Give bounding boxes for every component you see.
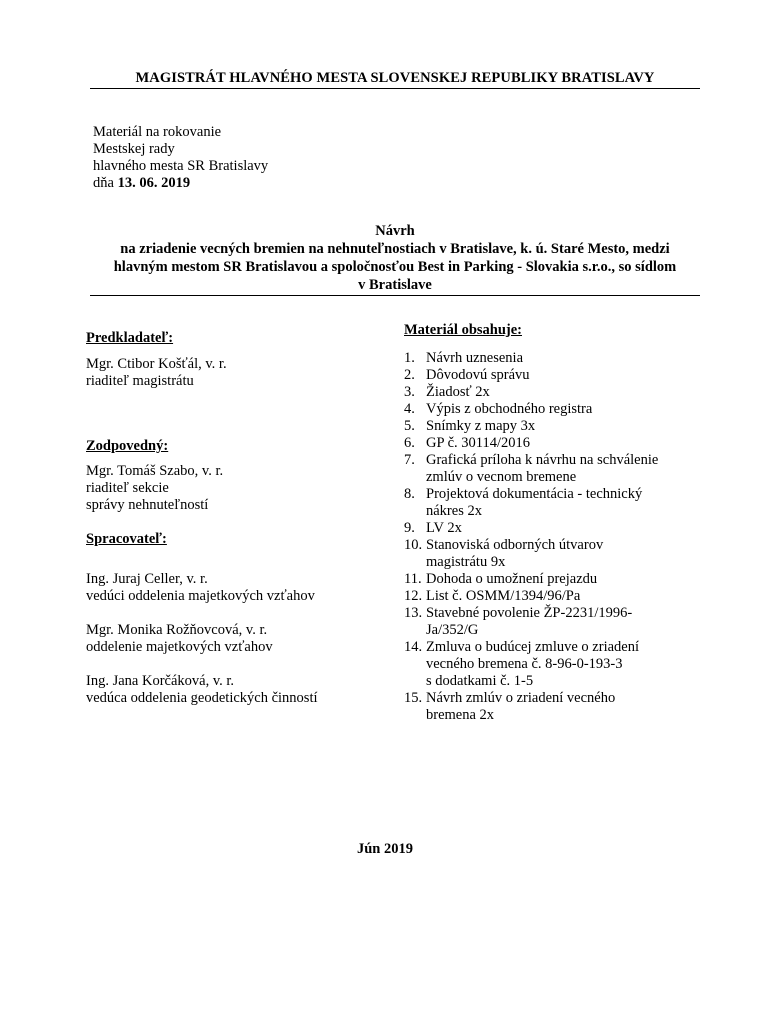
- contents-item-line: Dôvodovú správu: [426, 367, 530, 383]
- spracovatel-name: Ing. Jana Korčáková, v. r.: [86, 673, 235, 689]
- predkladatel-section: [86, 330, 386, 390]
- contents-item: [404, 401, 704, 418]
- contents-item-number: 1.: [404, 350, 415, 366]
- contents-item: [404, 435, 704, 452]
- contents-item-line: Stanoviská odborných útvarov: [426, 537, 604, 553]
- contents-item-number: 13.: [404, 605, 423, 621]
- contents-item-text: [426, 350, 523, 367]
- contents-item-line: Dohoda o umožnení prejazdu: [426, 571, 598, 587]
- contents-item-text: [426, 401, 592, 418]
- meeting-date: 13. 06. 2019: [117, 175, 191, 191]
- contents-item-number: 11.: [404, 571, 422, 587]
- contents-item-line: Snímky z mapy 3x: [426, 418, 536, 434]
- contents-item: [404, 605, 704, 639]
- zodpovedny-heading: Zodpovedný:: [86, 438, 169, 454]
- contents-item-text: [426, 571, 597, 588]
- contents-item-line: GP č. 30114/2016: [426, 435, 531, 451]
- predkladatel-role: riaditeľ magistrátu: [86, 373, 194, 389]
- spracovatel-heading: Spracovateľ:: [86, 531, 167, 547]
- contents-item-number: 10.: [404, 537, 423, 553]
- proposal-line: na zriadenie vecných bremien na nehnuteľnostiach v Bratislave, k. ú. Staré Mesto, medzi: [120, 241, 670, 257]
- contents-item: [404, 384, 704, 401]
- contents-heading: Materiál obsahuje:: [404, 322, 522, 338]
- meeting-line: Materiál na rokovanie: [93, 124, 222, 140]
- spracovatel-section: [86, 531, 386, 707]
- contents-item-number: 8.: [404, 486, 415, 502]
- proposal-heading: Návrh: [375, 223, 415, 239]
- contents-item-text: [426, 486, 642, 520]
- spracovatel-role: vedúci oddelenia majetkových vzťahov: [86, 588, 315, 604]
- meeting-line: Mestskej rady: [93, 141, 175, 157]
- contents-item-line: Návrh zmlúv o zriadení vecného: [426, 690, 616, 706]
- contents-item-line: Zmluva o budúcej zmluve o zriadení: [426, 639, 639, 655]
- zodpovedny-section: [86, 438, 386, 514]
- spracovatel-role: vedúca oddelenia geodetických činností: [86, 690, 318, 706]
- contents-item-text: [426, 452, 658, 486]
- footer-date: Jún 2019: [356, 841, 413, 857]
- meeting-date-line: [93, 175, 268, 192]
- contents-item-number: 15.: [404, 690, 423, 706]
- zodpovedny-role: správy nehnuteľností: [86, 497, 209, 513]
- contents-item-line: LV 2x: [426, 520, 462, 536]
- contents-item-text: [426, 588, 580, 605]
- contents-item-line: Žiadosť 2x: [426, 384, 490, 400]
- contents-item-number: 9.: [404, 520, 415, 536]
- contents-item-text: [426, 418, 535, 435]
- zodpovedny-name: Mgr. Tomáš Szabo, v. r.: [86, 463, 224, 479]
- contents-item-text: [426, 384, 490, 401]
- contents-item: [404, 639, 704, 690]
- contents-item-line: nákres 2x: [426, 503, 482, 519]
- contents-item-line: Projektová dokumentácia - technický: [426, 486, 643, 502]
- contents-item-number: 14.: [404, 639, 423, 655]
- contents-item-number: 3.: [404, 384, 415, 400]
- contents-item: [404, 486, 704, 520]
- contents-item: [404, 350, 704, 367]
- contents-item-line: Návrh uznesenia: [426, 350, 524, 366]
- contents-item-text: [426, 639, 639, 690]
- spracovatel-role: oddelenie majetkových vzťahov: [86, 639, 273, 655]
- proposal-rule: [90, 295, 700, 296]
- contents-item-text: [426, 520, 462, 537]
- contents-item: [404, 367, 704, 384]
- contents-item: [404, 690, 704, 724]
- spracovatel-name: Mgr. Monika Rožňovcová, v. r.: [86, 622, 268, 638]
- proposal-line: hlavným mestom SR Bratislavou a spoločnosťou Best in Parking - Slovakia s.r.o., so sídlom: [113, 259, 677, 275]
- proposal-line: v Bratislave: [358, 277, 432, 293]
- contents-item-line: Stavebné povolenie ŽP-2231/1996-: [426, 605, 633, 621]
- contents-item-number: 12.: [404, 588, 423, 604]
- contents-item-line: bremena 2x: [426, 707, 495, 723]
- contents-item-line: magistrátu 9x: [426, 554, 506, 570]
- zodpovedny-role: riaditeľ sekcie: [86, 480, 169, 496]
- contents-item: [404, 588, 704, 605]
- meeting-line: hlavného mesta SR Bratislavy: [93, 158, 269, 174]
- contents-item-number: 2.: [404, 367, 415, 383]
- spracovatel-name: Ing. Juraj Celler, v. r.: [86, 571, 208, 587]
- proposal-title: [80, 222, 710, 294]
- contents-item-line: Grafická príloha k návrhu na schválenie: [426, 452, 659, 468]
- contents-item-text: [426, 367, 530, 384]
- contents-item: [404, 537, 704, 571]
- contents-item: [404, 452, 704, 486]
- contents-item-number: 7.: [404, 452, 415, 468]
- contents-item-text: [426, 690, 615, 724]
- contents-item-line: Ja/352/G: [426, 622, 479, 638]
- predkladatel-name: Mgr. Ctibor Košťál, v. r.: [86, 356, 227, 372]
- contents-item: [404, 571, 704, 588]
- contents-list: [404, 322, 704, 724]
- contents-item: [404, 520, 704, 537]
- date-prefix: dňa: [93, 175, 118, 191]
- institution-title: MAGISTRÁT HLAVNÉHO MESTA SLOVENSKEJ REPUBLIKY BRATISLAVY: [135, 70, 655, 86]
- contents-item-text: [426, 605, 632, 639]
- contents-item-number: 4.: [404, 401, 415, 417]
- contents-item-line: Výpis z obchodného registra: [426, 401, 593, 417]
- contents-item-line: vecného bremena č. 8-96-0-193-3: [426, 656, 623, 672]
- contents-items: [404, 350, 704, 724]
- contents-item-line: s dodatkami č. 1-5: [426, 673, 534, 689]
- predkladatel-heading: Predkladateľ:: [86, 330, 174, 346]
- contents-item-line: List č. OSMM/1394/96/Pa: [426, 588, 581, 604]
- contents-item-text: [426, 435, 530, 452]
- contents-item: [404, 418, 704, 435]
- contents-item-line: zmlúv o vecnom bremene: [426, 469, 577, 485]
- meeting-info: [93, 124, 268, 192]
- contents-item-text: [426, 537, 603, 571]
- contents-item-number: 5.: [404, 418, 415, 434]
- contents-item-number: 6.: [404, 435, 415, 451]
- header-rule: [90, 88, 700, 89]
